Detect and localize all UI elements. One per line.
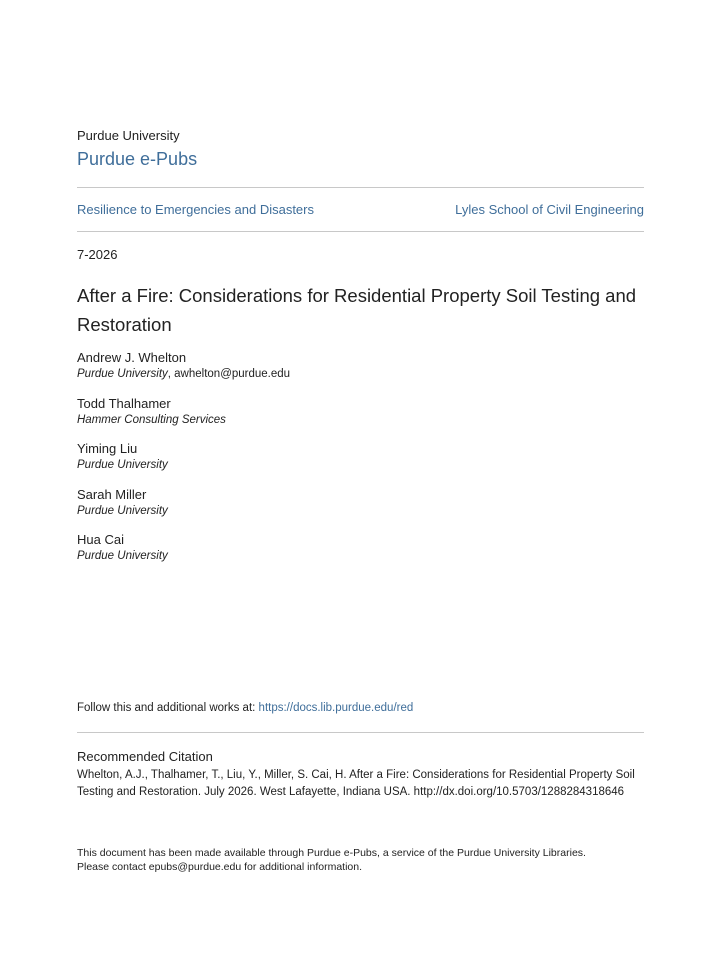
- divider: [77, 231, 644, 232]
- follow-line: [77, 702, 644, 714]
- author-entry: [77, 349, 644, 395]
- author-name: Andrew J. Whelton: [77, 350, 187, 365]
- author-affiliation-line: [77, 457, 644, 473]
- author-name: Sarah Miller: [77, 486, 147, 502]
- author-name: Todd Thalhamer: [77, 395, 171, 411]
- publication-date: 7-2026: [77, 247, 118, 262]
- repository-link[interactable]: Purdue e-Pubs: [77, 149, 198, 169]
- author-entry: [77, 440, 644, 486]
- author-affiliation-line: [77, 366, 644, 382]
- author-affiliation-line: [77, 503, 644, 519]
- author-entry: [77, 395, 644, 441]
- follow-text: Follow this and additional works at:: [77, 702, 259, 714]
- author-list: [77, 349, 644, 577]
- follow-link[interactable]: https://docs.lib.purdue.edu/red: [258, 702, 414, 714]
- divider: [77, 732, 644, 733]
- author-email[interactable]: , awhelton@purdue.edu: [167, 368, 291, 380]
- collection-link-civil-engineering[interactable]: Lyles School of Civil Engineering: [455, 202, 644, 217]
- author-entry: [77, 486, 644, 532]
- author-affiliation: Purdue University: [77, 550, 168, 562]
- divider: [77, 187, 644, 188]
- author-name: Yiming Liu: [77, 441, 138, 456]
- author-entry: [77, 531, 644, 577]
- institution-name: Purdue University: [77, 128, 180, 143]
- author-affiliation-line: [77, 548, 644, 564]
- author-name: Hua Cai: [77, 532, 124, 547]
- footer-note: [77, 846, 644, 874]
- document-title: After a Fire: Considerations for Residential Property Soil Testing and Restoration: [77, 285, 637, 335]
- author-affiliation: Purdue University: [77, 459, 168, 471]
- citation-text: Whelton, A.J., Thalhamer, T., Liu, Y., Miller, S. Cai, H. After a Fire: Considerations for Residential Property Soil Testing and Restoration. July 2026. West Lafayette, Indiana USA. http://dx.doi.org/10.5703/1288284318646: [77, 769, 635, 798]
- author-affiliation: Purdue University: [77, 504, 168, 517]
- citation-heading: Recommended Citation: [77, 749, 213, 764]
- footer-line: This document has been made available through Purdue e-Pubs, a service of the Purdue University Libraries.: [77, 847, 586, 859]
- footer-line: Please contact epubs@purdue.edu for additional information.: [77, 861, 363, 873]
- collections-row: [77, 202, 644, 217]
- author-affiliation: Purdue University: [77, 368, 168, 380]
- author-affiliation-line: [77, 412, 644, 428]
- author-affiliation: Hammer Consulting Services: [77, 413, 226, 426]
- collection-link-resilience[interactable]: Resilience to Emergencies and Disasters: [77, 202, 314, 217]
